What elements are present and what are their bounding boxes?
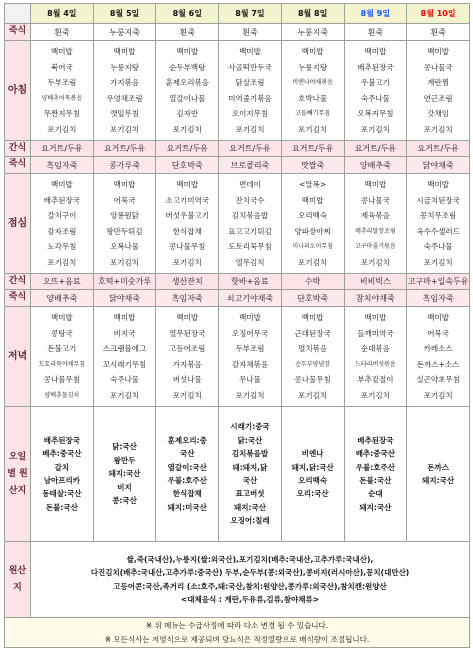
- menu-item: 우불고기: [360, 78, 390, 87]
- menu-item: 무나물: [239, 375, 261, 384]
- menu-item: 면데이: [239, 180, 261, 189]
- menu-item: 포기김치: [172, 124, 202, 134]
- menu-item: 시금치된장국: [416, 195, 460, 205]
- porridge-cell: 누룽지죽: [93, 24, 156, 41]
- origin-line: 돼지:미국산: [167, 502, 207, 512]
- snack-cell: 요거트/두유: [407, 141, 470, 157]
- snack-cell: 오뜨+음료: [31, 274, 94, 290]
- menu-list: [94, 177, 156, 270]
- menu-item: 포기김치: [110, 124, 140, 134]
- origin-summary-line: <대체음식 : 계란,두유류,김류,참야채류>: [180, 594, 319, 604]
- menu-item: 콩탕국: [50, 328, 73, 338]
- menu-item: 포기김치: [235, 390, 265, 400]
- menu-item: 도토리묵야채무침: [38, 360, 86, 368]
- origin-line: 동태살:국산: [42, 489, 82, 499]
- menu-list: [31, 44, 93, 137]
- origin-line: 돼지:국산: [359, 502, 392, 512]
- snack-cell: 요거트/두유: [31, 141, 94, 157]
- breakfast-cell: [281, 41, 344, 141]
- origin-line: 국산: [242, 476, 258, 485]
- origin-line: 콩:국산: [112, 496, 137, 506]
- menu-item: 백미밥: [113, 180, 136, 189]
- menu-item: 김자반: [176, 109, 199, 118]
- day-header-saturday: 8월 9일: [344, 4, 407, 24]
- snack-cell: 수박: [281, 274, 344, 290]
- menu-item: 스크램블에그: [102, 344, 147, 353]
- dinner-cell: [407, 307, 470, 407]
- menu-item: 앙퐁뭔닭: [110, 211, 140, 220]
- snack-cell: 요거트/두유: [93, 141, 156, 157]
- porridge-cell: 흰죽: [407, 24, 470, 41]
- dinner-cell: [344, 307, 407, 407]
- row-label-porridge: 죽식: [5, 157, 31, 174]
- origin-line: 배추:중국산: [355, 449, 395, 459]
- menu-item: 백미밥: [176, 47, 199, 56]
- row-label-origin-daily: 오일별 원산지: [5, 407, 31, 542]
- origin-line: 남아프리카: [43, 476, 80, 485]
- menu-item: 배추된장국: [43, 195, 80, 205]
- menu-item: 백미밥: [364, 180, 387, 189]
- menu-list: [31, 310, 93, 403]
- weekly-meal-menu-table: [4, 3, 470, 648]
- menu-item: 북어국: [50, 62, 73, 72]
- menu-list: [94, 44, 156, 137]
- menu-item: 오리백숙: [298, 211, 328, 220]
- porridge-cell: 흑임자죽: [407, 290, 470, 307]
- menu-item: 무짠지무침: [43, 109, 80, 118]
- porridge-morning-row: [5, 24, 470, 41]
- menu-item: 가지볶음: [110, 78, 140, 87]
- menu-item: 두부조림: [47, 78, 77, 87]
- porridge-cell: 흑임자죽: [31, 157, 94, 174]
- menu-item: 백미밥: [364, 47, 387, 56]
- menu-item: 오복지무침: [357, 109, 394, 118]
- origin-line: 돈불:국산: [359, 476, 392, 485]
- lunch-cell: [31, 174, 94, 274]
- menu-item: 고등어조림: [169, 344, 206, 353]
- menu-item: 포기김치: [298, 124, 328, 134]
- header-corner: [5, 4, 31, 24]
- menu-item: 백미밥: [176, 180, 199, 189]
- footer-notes: [5, 618, 470, 648]
- menu-list: [156, 177, 218, 270]
- lunch-cell: [93, 174, 156, 274]
- porridge-cell: 참치야채죽: [344, 290, 407, 307]
- menu-item: 숙주나물: [110, 375, 140, 384]
- lunch-row: [5, 174, 470, 274]
- menu-item: 백미밥: [239, 47, 261, 56]
- menu-item: 돈불고기: [47, 344, 77, 353]
- menu-item: 제육볶음: [360, 211, 390, 220]
- menu-item: 호박나물: [298, 93, 328, 103]
- porridge-cell: 쇠고기야채죽: [219, 290, 282, 307]
- menu-item: 김치볶음밥: [231, 211, 269, 220]
- menu-item: 꼬시래기무침: [102, 359, 147, 369]
- menu-item: 옥수수샐러드: [416, 226, 460, 236]
- menu-item: 백미밥: [50, 313, 73, 322]
- menu-item: 백미밥: [113, 313, 136, 322]
- menu-item: 미역줄기볶음: [228, 93, 272, 103]
- origin-line: 한식잡채: [172, 489, 202, 499]
- menu-item: 포기김치: [110, 257, 140, 267]
- porridge-cell: 단호박죽: [281, 290, 344, 307]
- porridge-lunch-row: [5, 157, 470, 174]
- origin-line: 김치볶음밥: [231, 449, 269, 459]
- origin-line: 돼지:국산: [422, 476, 455, 485]
- menu-item: 백미밥: [301, 195, 324, 205]
- origin-line: 돼:돼지,닭: [232, 462, 268, 472]
- day-header: 8월 7일: [219, 4, 282, 24]
- menu-list: [282, 177, 344, 270]
- menu-item: 열무김치: [235, 257, 265, 267]
- menu-item: 부추겉절이: [357, 375, 394, 384]
- menu-item: 한식잡채: [172, 226, 202, 236]
- footer-note: ※ 위 메뉴는 수급사정에 따라 다소 변경 될 수 있습니다.: [145, 621, 329, 631]
- menu-item: 백미밥: [301, 47, 324, 56]
- origin-summary-line: 고등어콘:국산,족거리 (소:호주,돼:국산,참치:원양산,콩가루:외국산),참치캔:원양산: [113, 581, 387, 591]
- menu-item: 포기김치: [235, 124, 265, 134]
- menu-item: 감자채볶음: [231, 359, 269, 369]
- menu-item: 실곤약초무침: [416, 375, 460, 384]
- dinner-cell: [93, 307, 156, 407]
- menu-item: 도토리묵무침: [228, 242, 272, 251]
- porridge-cell: 누룽지죽: [281, 24, 344, 41]
- menu-item: 소고기미역국: [165, 195, 209, 205]
- origin-line: 돈불:국산: [45, 502, 78, 512]
- menu-list: [219, 177, 281, 270]
- menu-item: 들깨미역국: [357, 328, 394, 338]
- menu-item: 우엉채조림: [106, 93, 143, 103]
- origin-cell: [219, 407, 282, 542]
- menu-item: 노각무침: [47, 242, 77, 251]
- breakfast-cell: [31, 41, 94, 141]
- origin-line: 닭:국산: [112, 442, 137, 452]
- row-label-lunch: 점심: [5, 174, 31, 274]
- menu-item: 포기김치: [423, 390, 453, 400]
- menu-item: 깻잎무침: [110, 109, 140, 118]
- menu-item: 배추된장국: [357, 62, 394, 72]
- menu-item: 열갈이나물: [169, 93, 206, 103]
- snack-am-row: [5, 141, 470, 157]
- menu-list: [31, 177, 93, 270]
- dinner-cell: [281, 307, 344, 407]
- snack-cell: 요거트/두유: [344, 141, 407, 157]
- dinner-cell: [156, 307, 219, 407]
- menu-item: 계란찜: [427, 78, 449, 87]
- menu-item: 양파장아찌: [294, 226, 331, 236]
- origin-cell: [93, 407, 156, 542]
- menu-item: 포기김치: [360, 390, 390, 400]
- day-header-sunday: 8월 10일: [407, 4, 470, 24]
- snack-cell: 핫바+음료: [219, 274, 282, 290]
- menu-item: 포기김치: [47, 257, 77, 267]
- porridge-dinner-row: [5, 290, 470, 307]
- menu-list: [407, 44, 469, 137]
- menu-item: 갓채임: [427, 109, 449, 118]
- origin-line: 배추된장국: [357, 435, 394, 445]
- origin-line: 훈제오리:중: [167, 435, 207, 445]
- menu-item: 꽁치무조림: [419, 211, 457, 220]
- menu-item: 감자조림: [47, 226, 77, 236]
- porridge-cell: 흰죽: [344, 24, 407, 41]
- footer-note: ※ 모든식사는 저염식으로 제공되며 당뇨식은 적정열량으로 배식량이 조절됩니다.: [104, 634, 370, 644]
- snack-cell: 비비빅스: [344, 274, 407, 290]
- row-label-origin-summary: 원산지: [5, 542, 31, 618]
- menu-item: 백미밥: [427, 47, 449, 56]
- day-header: 8월 5일: [93, 4, 156, 24]
- menu-item: 숙주나물: [423, 242, 453, 251]
- menu-list: [345, 44, 407, 137]
- menu-list: [94, 310, 156, 403]
- origin-line: 우불:호주산: [355, 462, 395, 472]
- menu-item: 사골떡만두국: [228, 62, 272, 72]
- snack-cell: 요거트/두유: [219, 141, 282, 157]
- origin-daily-row: [5, 407, 470, 542]
- origin-line: 국산: [180, 449, 195, 459]
- menu-item: 고들빼기무침: [295, 110, 331, 117]
- origin-cell: [31, 407, 94, 542]
- origin-summary-row: [5, 542, 470, 618]
- menu-list: [282, 310, 344, 403]
- row-label-dinner: 저녁: [5, 307, 31, 407]
- footer-row: [5, 618, 470, 648]
- snack-cell: 요거트/두유: [156, 141, 219, 157]
- lunch-cell: [344, 174, 407, 274]
- menu-item: 백미밥: [364, 313, 387, 322]
- menu-item: 순두부백탕: [169, 62, 206, 72]
- origin-cell: [344, 407, 407, 542]
- menu-item: 콩나물무침: [294, 375, 331, 384]
- day-header: 8월 6일: [156, 4, 219, 24]
- menu-item: 비엔나야채볶음: [292, 79, 333, 86]
- menu-item: 잔치국수: [235, 195, 265, 205]
- snack-cell: 고구마+일숙두유: [407, 274, 470, 290]
- menu-item: 두부조림: [235, 344, 265, 353]
- menu-item: 포기김치: [360, 257, 390, 267]
- menu-item: 포기김치: [172, 390, 202, 400]
- day-header: 8월 8일: [281, 4, 344, 24]
- menu-item: 양배추물김치: [44, 391, 80, 399]
- snack-cell: 생산잔치: [156, 274, 219, 290]
- menu-item: 오이지무침: [231, 109, 269, 118]
- origin-cell: [407, 407, 470, 542]
- row-label-porridge: 죽식: [5, 290, 31, 307]
- row-label-snack: 간식: [5, 141, 31, 157]
- row-label-breakfast: 아침: [5, 41, 31, 141]
- origin-line: 열갈이:국산: [167, 462, 207, 472]
- lunch-cell: [219, 174, 282, 274]
- menu-item: 고구마줄기볶음: [355, 243, 396, 250]
- menu-list: [219, 44, 281, 137]
- menu-item: 표고고기튀김: [228, 226, 272, 236]
- menu-list: [219, 310, 281, 403]
- origin-line: 갈치: [54, 462, 70, 472]
- origin-line: 돼지:국산: [233, 502, 266, 512]
- menu-item: 양배추어묵볶음: [41, 94, 83, 102]
- menu-item: 가지볶음: [172, 359, 202, 369]
- snack-pm-row: [5, 274, 470, 290]
- menu-item: 미나리오이무침: [292, 243, 333, 250]
- date-header-row: [5, 4, 470, 24]
- menu-item: 포기김치: [298, 257, 328, 267]
- menu-list: [345, 310, 407, 403]
- menu-item: 연근조림: [423, 93, 453, 103]
- origin-line: 오징어:칠레: [230, 516, 270, 526]
- menu-item: 어묵국: [427, 328, 449, 338]
- origin-summary: [31, 542, 470, 618]
- porridge-cell: 흰죽: [31, 24, 94, 41]
- menu-item: 오징어무국: [231, 328, 269, 338]
- porridge-cell: 닭야채죽: [407, 157, 470, 174]
- origin-line: 시래기:중국: [230, 422, 270, 432]
- menu-item: 메추리알장조림: [355, 227, 396, 235]
- menu-item: 콩나물국: [360, 195, 390, 205]
- origin-line: 오리:국산: [296, 489, 329, 499]
- porridge-cell: 흰죽: [219, 24, 282, 41]
- origin-cell: [281, 407, 344, 542]
- origin-line: 비지: [117, 482, 132, 492]
- porridge-cell: 닭야채죽: [93, 290, 156, 307]
- origin-line: 우불:호주산: [167, 476, 207, 485]
- menu-item: 왕만두튀김: [106, 226, 143, 236]
- lunch-cell: [281, 174, 344, 274]
- dinner-cell: [31, 307, 94, 407]
- breakfast-cell: [219, 41, 282, 141]
- snack-cell: 호떡+미숫가루: [93, 274, 156, 290]
- breakfast-cell: [407, 41, 470, 141]
- origin-line: 배추된장국: [43, 435, 80, 445]
- menu-item: 닭살조림: [235, 78, 265, 87]
- origin-line: 순대: [368, 489, 383, 499]
- menu-list: [156, 44, 218, 137]
- menu-item: 갈치구이: [47, 211, 77, 220]
- snack-cell: 요거트/두유: [281, 141, 344, 157]
- porridge-cell: 브로콜리죽: [219, 157, 282, 174]
- menu-item: 멸치볶음: [298, 344, 328, 353]
- menu-item: 포기김치: [172, 257, 202, 267]
- origin-cell: [156, 407, 219, 542]
- menu-item: 콩나물국: [423, 62, 453, 72]
- origin-line: 돼지:국산: [108, 469, 141, 479]
- menu-item: 열무된장국: [169, 328, 206, 338]
- origin-summary-line: 다진김치(배추:국내산,고추가루:중국산) 두부,순두부(콩:외국산),콩비지(러시아산),꽁치(대만산): [90, 568, 410, 578]
- menu-item: 버섯우불고기: [165, 211, 209, 220]
- porridge-cell: 맛쌀죽: [281, 157, 344, 174]
- menu-item: <말복>: [299, 180, 327, 189]
- porridge-cell: 흑임자죽: [156, 290, 219, 307]
- menu-list: [282, 44, 344, 137]
- menu-item: 순대볶음: [360, 344, 390, 353]
- row-label-porridge: 죽식: [5, 24, 31, 41]
- origin-line: 돼지,닭:국산: [291, 462, 334, 472]
- menu-item: 포기김치: [423, 124, 453, 134]
- day-header: 8월 4일: [31, 4, 94, 24]
- origin-line: 표고버섯: [235, 489, 265, 499]
- menu-list: [407, 310, 469, 403]
- menu-item: 백미밥: [427, 313, 449, 322]
- porridge-cell: 흰죽: [156, 24, 219, 41]
- row-label-snack: 간식: [5, 274, 31, 290]
- origin-line: 오리백숙: [298, 476, 328, 485]
- menu-item: 백미밥: [427, 180, 449, 189]
- breakfast-cell: [344, 41, 407, 141]
- porridge-cell: 양배추죽: [344, 157, 407, 174]
- menu-item: 포기김치: [298, 390, 328, 400]
- menu-item: 백미밥: [301, 313, 324, 322]
- origin-summary-line: 쌀,죽(국내산),누룽지(쌀:외국산),포기김치(배추:국내산,고추가루:국내산),: [126, 554, 374, 564]
- breakfast-row: [5, 41, 470, 141]
- origin-line: 돈까스: [427, 462, 449, 472]
- menu-list: [345, 177, 407, 270]
- lunch-cell: [407, 174, 470, 274]
- menu-item: 백미밥: [50, 180, 73, 189]
- menu-item: 버섯나물: [172, 375, 202, 384]
- menu-item: 훈제오리볶음: [165, 78, 209, 87]
- menu-item: 순두부양념장: [295, 360, 331, 368]
- menu-item: 누룽지탕: [110, 62, 140, 72]
- breakfast-cell: [156, 41, 219, 141]
- menu-item: 포기김치: [47, 124, 77, 134]
- breakfast-cell: [93, 41, 156, 141]
- origin-line: 비엔나: [301, 449, 324, 459]
- origin-line: 배추:중국산: [42, 449, 82, 459]
- menu-item: 오복나물: [110, 242, 140, 251]
- origin-line: 닭:국산: [237, 435, 263, 445]
- menu-item: 콩나물무침: [43, 375, 80, 384]
- menu-list: [407, 177, 469, 270]
- menu-item: 백미밥: [50, 47, 73, 56]
- menu-item: 어묵국: [113, 195, 136, 205]
- menu-item: 백미밥: [113, 47, 136, 56]
- menu-item: 포기김치: [360, 124, 390, 134]
- menu-item: 포기김치: [423, 257, 453, 267]
- porridge-cell: 양배추죽: [31, 290, 94, 307]
- menu-item: 콩나물무침: [169, 242, 206, 251]
- dinner-row: [5, 307, 470, 407]
- menu-item: 비지국: [113, 328, 136, 338]
- menu-list: [156, 310, 218, 403]
- menu-item: 돈까스+소스: [416, 359, 460, 369]
- dinner-cell: [219, 307, 282, 407]
- menu-item: 숙주나물: [360, 93, 390, 103]
- porridge-cell: 콩가루죽: [93, 157, 156, 174]
- porridge-cell: 단호박죽: [156, 157, 219, 174]
- menu-item: 백미밥: [176, 313, 199, 322]
- menu-item: 근대된장국: [294, 328, 331, 338]
- menu-item: 백미밥: [239, 313, 261, 322]
- menu-item: 누룽지탕: [298, 62, 328, 72]
- origin-line: 왕만두: [113, 455, 136, 465]
- lunch-cell: [156, 174, 219, 274]
- menu-item: 느타리버섯볶음: [355, 360, 396, 368]
- menu-item: 카레소스: [423, 344, 453, 353]
- menu-item: 포기김치: [110, 390, 140, 400]
